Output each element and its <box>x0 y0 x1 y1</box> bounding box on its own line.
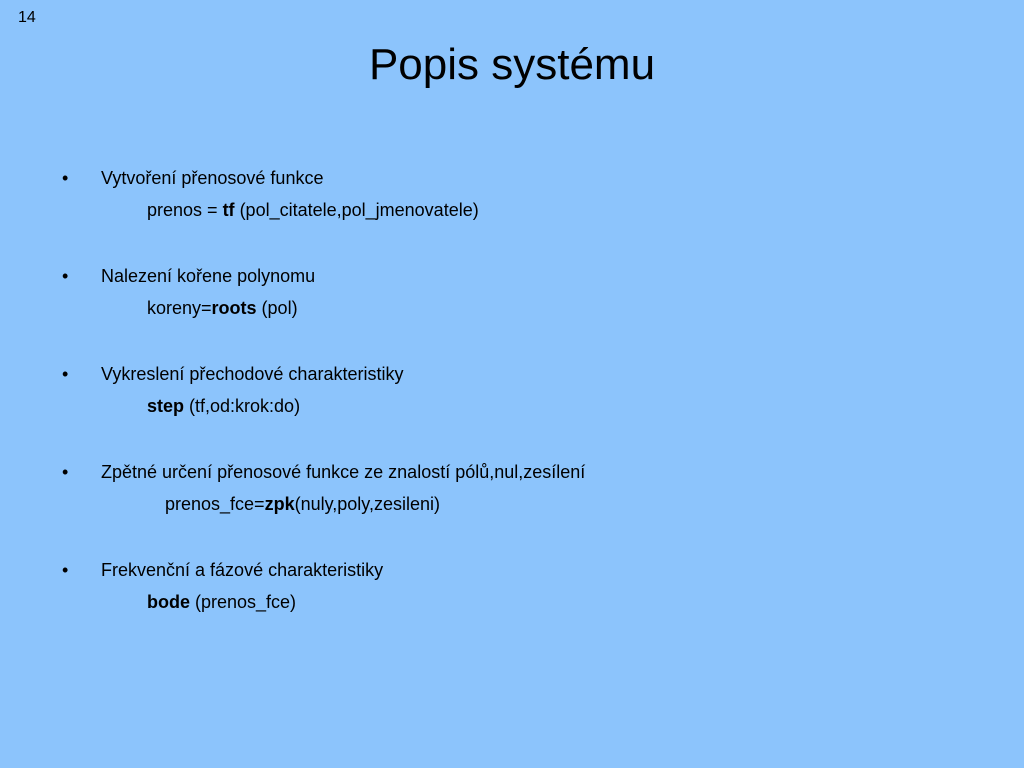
code-line <box>165 493 440 515</box>
code-arguments: (pol) <box>256 298 298 318</box>
bullet-text: Frekvenční a fázové charakteristiky <box>101 560 384 580</box>
bullet-marker: • <box>62 560 69 580</box>
slide-number: 14 <box>18 9 36 26</box>
code-arguments: (nuly,poly,zesileni) <box>294 494 440 514</box>
bullet-text: Zpětné určení přenosové funkce ze znalostí pólů,nul,zesílení <box>101 462 586 482</box>
code-command: roots <box>211 298 257 318</box>
bullet-marker: • <box>62 462 69 482</box>
code-line <box>147 395 300 417</box>
bullet-marker: • <box>62 266 69 286</box>
code-command: tf <box>222 200 235 220</box>
bullet-text: Vykreslení přechodové charakteristiky <box>101 364 404 384</box>
code-command: bode <box>147 592 190 612</box>
bullet-text: Vytvoření přenosové funkce <box>101 168 324 188</box>
code-prefix: koreny= <box>147 298 212 318</box>
code-line <box>147 591 296 613</box>
code-prefix: prenos_fce= <box>165 494 265 514</box>
bullet-marker: • <box>62 364 69 384</box>
code-arguments: (prenos_fce) <box>190 592 297 612</box>
code-command: step <box>147 396 185 416</box>
bullet-text: Nalezení kořene polynomu <box>101 266 316 286</box>
code-line <box>147 199 479 221</box>
code-prefix: prenos = <box>147 200 223 220</box>
code-command: zpk <box>264 494 295 514</box>
code-arguments: (tf,od:krok:do) <box>184 396 301 416</box>
code-line <box>147 297 298 319</box>
bullet-marker: • <box>62 168 69 188</box>
slide-title: Popis systému <box>368 40 656 89</box>
code-arguments: (pol_citatele,pol_jmenovatele) <box>234 200 479 220</box>
